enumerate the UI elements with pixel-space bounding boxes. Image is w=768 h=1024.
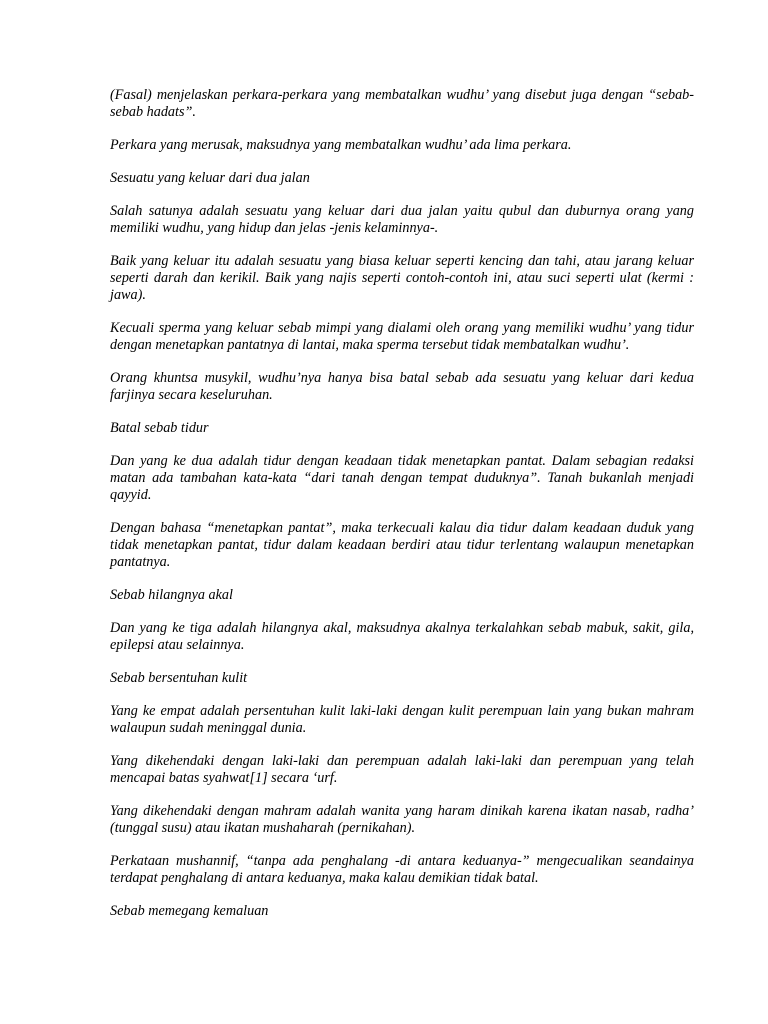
paragraph-mahram: Yang dikehendaki dengan mahram adalah wanita yang haram dinikah karena ikatan nasab, radha’ (tunggal susu) atau ikatan mushaharah (pernikahan). <box>110 803 694 836</box>
paragraph-mind: Dan yang ke tiga adalah hilangnya akal, maksudnya akalnya terkalahkan sebab mabuk, sakit, gila, epilepsi atau selainnya. <box>110 620 694 653</box>
paragraph-khuntsa: Orang khuntsa musykil, wudhu’nya hanya bisa batal sebab ada sesuatu yang keluar dari kedua farjinya secara keseluruhan. <box>110 370 694 403</box>
paragraph-examples: Baik yang keluar itu adalah sesuatu yang biasa keluar seperti kencing dan tahi, atau jarang keluar seperti darah dan kerikil. Baik yang najis seperti contoh-contoh ini, atau suci seperti ulat (kermi : jawa). <box>110 253 694 303</box>
paragraph-skin-contact: Yang ke empat adalah persentuhan kulit laki-laki dengan kulit perempuan lain yang bukan mahram walaupun sudah meninggal dunia. <box>110 703 694 736</box>
section-heading-skin: Sebab bersentuhan kulit <box>110 670 248 686</box>
section-heading-mind: Sebab hilangnya akal <box>110 587 233 603</box>
section-heading-sleep: Batal sebab tidur <box>110 420 209 436</box>
paragraph-intro: (Fasal) menjelaskan perkara-perkara yang membatalkan wudhu’ yang disebut juga dengan “sebab-sebab hadats”. <box>110 87 694 120</box>
paragraph-sperma-exception: Kecuali sperma yang keluar sebab mimpi yang dialami oleh orang yang memiliki wudhu’ yang tidur dengan menetapkan pantatnya di lantai, maka sperma tersebut tidak membatalkan wudhu’. <box>110 320 694 353</box>
paragraph-barrier: Perkataan mushannif, “tanpa ada penghalang -di antara keduanya-” mengecualikan seandainya terdapat penghalang di antara keduanya, maka kalau demikian tidak batal. <box>110 853 694 886</box>
section-heading-two-paths: Sesuatu yang keluar dari dua jalan <box>110 170 310 186</box>
paragraph-men-women: Yang dikehendaki dengan laki-laki dan perempuan adalah laki-laki dan perempuan yang telah mencapai batas syahwat[1] secara ‘urf. <box>110 753 694 786</box>
section-heading-private-parts: Sebab memegang kemaluan <box>110 903 269 919</box>
document-body <box>110 87 694 936</box>
paragraph-five-things: Perkara yang merusak, maksudnya yang membatalkan wudhu’ ada lima perkara. <box>110 137 572 153</box>
paragraph-sleep-exception: Dengan bahasa “menetapkan pantat”, maka terkecuali kalau dia tidur dalam keadaan duduk yang tidak menetapkan pantat, tidur dalam keadaan berdiri atau tidur terlentang walaupun menetapkan pantatnya. <box>110 520 694 570</box>
paragraph-qubul-dubur: Salah satunya adalah sesuatu yang keluar dari dua jalan yaitu qubul dan duburnya orang yang memiliki wudhu, yang hidup dan jelas -jenis kelaminnya-. <box>110 203 694 236</box>
paragraph-sleep: Dan yang ke dua adalah tidur dengan keadaan tidak menetapkan pantat. Dalam sebagian redaksi matan ada tambahan kata-kata “dari tanah dengan tempat duduknya”. Tanah bukanlah menjadi qayyid. <box>110 453 694 503</box>
